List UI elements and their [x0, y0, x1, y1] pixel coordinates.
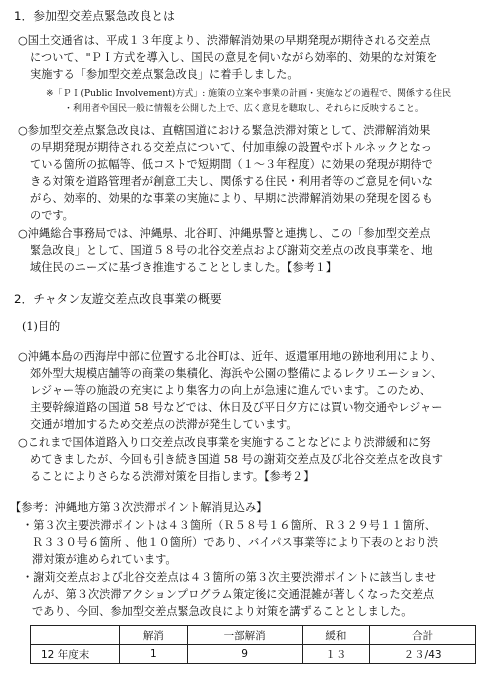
- s2-p2-line: めてきましたが、今回も引き続き国道 58 号の謝苅交差点及び北谷交差点を改良す: [30, 453, 443, 466]
- s2-p1-line: 郊外型大規模店舗等の商業の集積化、海浜や公園の整備によるレクリエーション、: [30, 367, 443, 380]
- s2-p2-line: ることによりさらなる渋滞対策を目指します。【参考２】: [30, 470, 315, 483]
- section2-subheading: (1)目的: [22, 320, 61, 333]
- s2-p1-line: 主要幹線道路の国道 58 号などでは、休日及び平日夕方には買い物交通やレジャー: [30, 401, 443, 414]
- table-header-cell: 解消: [120, 626, 188, 645]
- s2-p1-line: ○沖縄本島の西海岸中部に位置する北谷町は、近年、返還軍用地の跡地利用により、: [18, 350, 442, 363]
- table-cell: １３: [302, 645, 370, 664]
- s2-p1-line: レジャー等の施設の充実により集客力の向上が急速に進んでいます。このため、: [30, 384, 431, 397]
- table-header-cell: [31, 626, 120, 645]
- summary-table: [30, 625, 476, 664]
- pi-note-line: ・利用者や国民一般に情報を公開した上で、広く意見を聴取し、それらに反映すること。: [64, 104, 424, 114]
- ref-b2-line: であり、今回、参加型交差点緊急改良により対策を講ずることとしました。: [32, 605, 413, 618]
- s1-p2-line: のです。: [30, 209, 74, 222]
- s1-p2-line: ている箇所の拡幅等、低コストで短期間（１～３年程度）に効果の発現が期待で: [30, 158, 433, 171]
- ref-b1-line: 滞対策が進められています。: [32, 553, 177, 566]
- table-row: [31, 645, 476, 664]
- s1-p1-line: ○国土交通省は、平成１３年度より、渋滞解消効果の早期発現が期待される交差点: [18, 34, 431, 47]
- pi-note-line: ※「ＰＩ(Public Involvement)方式」: 施策の立案や事業の計画・実施などの過程で、関係する住民: [46, 89, 451, 99]
- ref-b1-line: ・第３次主要渋滞ポイントは４３箇所（Ｒ５８号１６箇所、Ｒ３２９号１１箇所、: [22, 519, 436, 532]
- table-header-cell: 合計: [370, 626, 476, 645]
- s1-p3-line: 緊急改良」として、国道５８号の北谷交差点および謝苅交差点の改良事業を、地: [30, 244, 433, 257]
- s1-p2-line: がら、効率的、効果的な事業の実施により、早期に渋滞解消効果の発現を図るも: [30, 192, 433, 205]
- s1-p2-line: きる対策を道路管理者が創意工夫し、関係する住民・利用者等のご意見を伺いな: [30, 175, 433, 188]
- section1-heading: 1．参加型交差点緊急改良とは: [14, 9, 175, 23]
- s1-p3-line: ○沖縄総合事務局では、沖縄県、北谷町、沖縄県警と連携し、この「参加型交差点: [18, 227, 431, 240]
- table-header-row: [31, 626, 476, 645]
- ref-b1-line: Ｒ３３０号６箇所 、他１０箇所）であり、バイパス事業等により下表のとおり渋: [32, 536, 439, 549]
- s2-p1-line: 交通が増加するため交差点の渋滞が発生しています。: [30, 418, 298, 431]
- table-row-label: 12 年度末: [31, 645, 120, 664]
- s1-p2-line: ○参加型交差点緊急改良は、直轄国道における緊急渋滞対策として、渋滞解消効果: [18, 124, 431, 137]
- ref-b2-line: んが、第３次渋滞アクションプログラム策定後に交通混雑が著しくなった交差点: [32, 588, 435, 601]
- table-header-cell: 一部解消: [187, 626, 302, 645]
- table-cell: 9: [187, 645, 302, 664]
- table-cell: ２３/43: [370, 645, 476, 664]
- s1-p3-line: 域住民のニーズに基づき推進することとしました。【参考１】: [30, 261, 338, 274]
- section2-heading: 2．チャタン友遊交差点改良事業の概要: [14, 292, 222, 306]
- table-header-cell: 緩和: [302, 626, 370, 645]
- s1-p1-line: 実施する「参加型交差点緊急改良」に着手しました。: [30, 68, 299, 81]
- s1-p2-line: の早期発現が期待される交差点について、付加車線の設置やボトルネックとなっ: [30, 141, 432, 154]
- ref-b2-line: ・謝苅交差点および北谷交差点は４３箇所の第３次主要渋滞ポイントに該当しませ: [22, 571, 436, 584]
- reference-heading: 【参考：沖縄地方第３次渋滞ポイント解消見込み】: [10, 501, 268, 514]
- s1-p1-line: について、"ＰＩ方式を導入し、国民の意見を伺いながら効率的、効果的な対策を: [30, 51, 438, 64]
- s2-p2-line: ○これまで国体道路入り口交差点改良事業を実施することなどにより渋滞緩和に努: [18, 436, 431, 449]
- table-cell: 1: [120, 645, 188, 664]
